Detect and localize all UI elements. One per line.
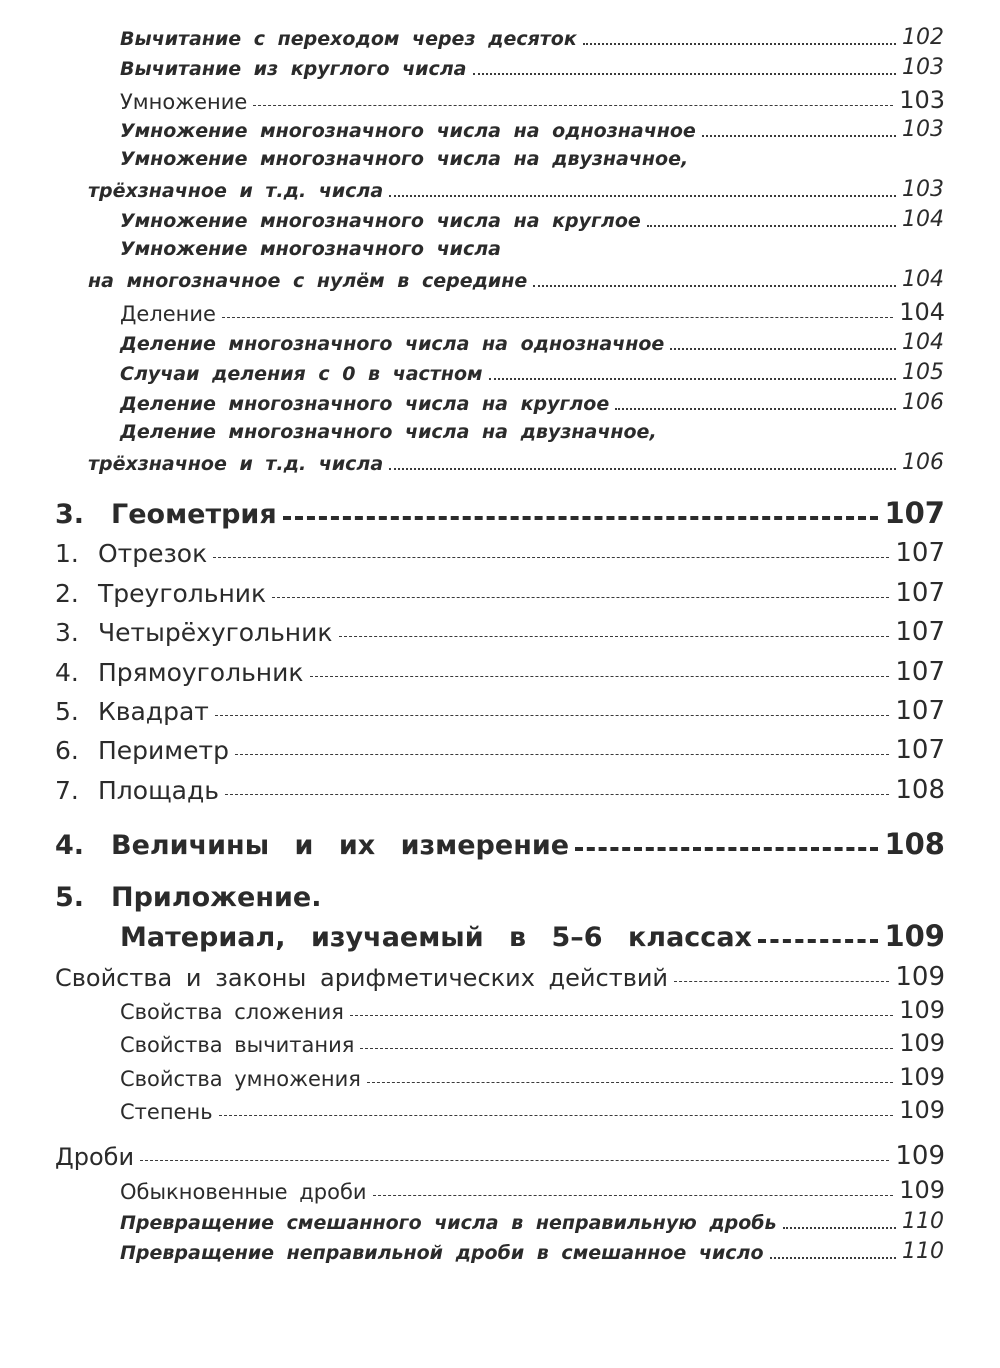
toc-entry-power[interactable] <box>0 1096 1000 1124</box>
item-number: 4. <box>55 658 79 687</box>
dot-leader <box>235 754 889 755</box>
page-number: 109 <box>899 1029 945 1057</box>
item-number: 2. <box>55 579 79 608</box>
entry-title: Свойства умножения <box>120 1067 361 1091</box>
item-number: 6. <box>55 736 79 765</box>
page-number: 104 <box>902 267 944 292</box>
entry-title: Деление многозначного числа на однозначное <box>120 333 665 355</box>
entry-title: Прямоугольник <box>98 658 304 687</box>
item-number: 7. <box>55 776 79 805</box>
toc-entry-geometry-6[interactable] <box>0 733 1000 765</box>
page-number: 104 <box>902 207 944 232</box>
page-number: 103 <box>899 86 945 114</box>
page-number: 109 <box>884 919 945 953</box>
page-number: 107 <box>895 657 945 687</box>
entry-title-line1: Умножение многозначного числа <box>120 238 501 260</box>
dot-leader <box>389 195 896 197</box>
page-number: 107 <box>895 538 945 568</box>
toc-entry-props-mult[interactable] <box>0 1063 1000 1091</box>
toc-entry-fractions[interactable] <box>0 1139 1000 1171</box>
dot-leader <box>350 1015 893 1016</box>
page-number: 104 <box>899 298 945 326</box>
dot-leader <box>310 676 890 677</box>
page-number: 107 <box>895 696 945 726</box>
dot-leader <box>615 408 896 410</box>
page-number: 110 <box>902 1209 944 1234</box>
entry-title: Вычитание из круглого числа <box>120 58 467 80</box>
entry-title: Свойства сложения <box>120 1000 344 1024</box>
dot-leader <box>360 1048 893 1049</box>
dot-leader <box>367 1082 893 1083</box>
toc-entry-geometry-4[interactable] <box>0 655 1000 687</box>
dot-leader <box>783 1227 896 1229</box>
page-number: 108 <box>895 775 945 805</box>
dot-leader <box>373 1195 894 1196</box>
page-number: 103 <box>902 55 944 80</box>
toc-entry-subtraction-round[interactable] <box>0 56 1000 80</box>
toc-entry-geometry-1[interactable] <box>0 536 1000 568</box>
dot-leader <box>272 597 889 598</box>
toc-entry-props-add[interactable] <box>0 996 1000 1024</box>
entry-title: Четырёхугольник <box>98 618 333 647</box>
dot-leader <box>283 516 879 520</box>
toc-entry-mult-zero-middle[interactable] <box>0 268 1000 292</box>
item-number: 5. <box>55 697 79 726</box>
page-number: 110 <box>902 1239 944 1264</box>
toc-entry-mult-by-round[interactable] <box>0 208 1000 232</box>
dot-leader <box>215 715 890 716</box>
entry-title-line2: на многозначное с нулём в середине <box>88 270 528 292</box>
toc-entry-multiplication[interactable] <box>0 86 1000 114</box>
page-number: 103 <box>902 177 944 202</box>
entry-title: Площадь <box>98 776 219 805</box>
entry-title: Периметр <box>98 736 229 765</box>
toc-entry-mult-by-two-digit[interactable] <box>0 178 1000 202</box>
toc-entry-geometry-5[interactable] <box>0 694 1000 726</box>
page-number: 105 <box>902 360 944 385</box>
dot-leader <box>213 557 889 558</box>
entry-title: Свойства вычитания <box>120 1033 355 1057</box>
page-number: 109 <box>895 1141 945 1171</box>
page-number: 107 <box>895 735 945 765</box>
page-number: 107 <box>884 496 945 530</box>
section-title: Геометрия <box>111 499 277 530</box>
toc-entry-mixed-to-improper[interactable] <box>0 1210 1000 1234</box>
toc-entry-props-sub[interactable] <box>0 1029 1000 1057</box>
toc-entry-geometry-7[interactable] <box>0 773 1000 805</box>
section-title-line2: Материал, изучаемый в 5–6 классах <box>120 922 752 953</box>
entry-title: Превращение смешанного числа в неправильную дробь <box>120 1212 777 1234</box>
entry-title: Квадрат <box>98 697 209 726</box>
page-number: 108 <box>884 827 945 861</box>
dot-leader <box>702 135 896 137</box>
page-number: 104 <box>902 330 944 355</box>
dot-leader <box>339 636 890 637</box>
page-number: 106 <box>902 390 944 415</box>
dot-leader <box>253 105 893 106</box>
dot-leader <box>222 317 893 318</box>
toc-entry-div-by-round[interactable] <box>0 391 1000 415</box>
dot-leader <box>758 939 879 943</box>
entry-title-line2: трёхзначное и т.д. числа <box>88 180 384 202</box>
dot-leader <box>583 43 896 45</box>
dot-leader <box>674 981 889 982</box>
entry-title: Умножение многозначного числа на однозначное <box>120 120 696 142</box>
dot-leader <box>140 1160 889 1161</box>
dot-leader <box>575 847 878 851</box>
item-number: 3. <box>55 618 79 647</box>
page-number: 109 <box>899 1176 945 1204</box>
toc-entry-div-by-two-digit[interactable] <box>0 451 1000 475</box>
page-number: 109 <box>899 996 945 1024</box>
page-number: 109 <box>899 1096 945 1124</box>
entry-title-line1: Умножение многозначного числа на двузначное, <box>120 148 689 170</box>
entry-title: Отрезок <box>98 539 208 568</box>
section-title: Величины и их измерение <box>111 830 570 861</box>
section-header-appendix <box>55 882 322 913</box>
entry-title-line2: трёхзначное и т.д. числа <box>88 453 384 475</box>
page-number: 109 <box>895 962 945 992</box>
toc-entry-common-fractions[interactable] <box>0 1176 1000 1204</box>
page-number: 109 <box>899 1063 945 1091</box>
entry-title: Свойства и законы арифметических действий <box>55 964 669 992</box>
dot-leader <box>670 348 896 350</box>
dot-leader <box>389 468 896 470</box>
entry-title: Дроби <box>55 1143 135 1171</box>
section-number: 3. <box>55 499 85 530</box>
section-number: 5. <box>55 882 85 913</box>
section-number: 4. <box>55 830 85 861</box>
entry-title: Обыкновенные дроби <box>120 1180 367 1204</box>
dot-leader <box>489 378 896 380</box>
toc-entry-div-by-single[interactable] <box>0 331 1000 355</box>
toc-entry-geometry-3[interactable] <box>0 615 1000 647</box>
toc-entry-arith-laws[interactable] <box>0 960 1000 992</box>
dot-leader <box>219 1115 894 1116</box>
item-number: 1. <box>55 539 79 568</box>
page-number: 107 <box>895 578 945 608</box>
dot-leader <box>225 794 889 795</box>
dot-leader <box>533 285 896 287</box>
toc-entry-geometry-2[interactable] <box>0 576 1000 608</box>
page-number: 106 <box>902 450 944 475</box>
entry-title: Деление <box>120 302 216 326</box>
page-number: 102 <box>902 25 944 50</box>
dot-leader <box>647 225 896 227</box>
entry-title: Вычитание с переходом через десяток <box>120 28 577 50</box>
toc-entry-div-zero-quotient[interactable] <box>0 361 1000 385</box>
toc-section-quantities[interactable] <box>0 827 1000 861</box>
section-title-line1: Приложение. <box>111 882 322 913</box>
entry-title: Случаи деления с 0 в частном <box>120 363 483 385</box>
dot-leader <box>770 1257 896 1259</box>
entry-title-line1: Деление многозначного числа на двузначное, <box>120 421 657 443</box>
dot-leader <box>473 73 897 75</box>
entry-title: Деление многозначного числа на круглое <box>120 393 610 415</box>
entry-title: Умножение <box>120 90 248 114</box>
page-number: 107 <box>895 617 945 647</box>
toc-entry-subtraction-carry[interactable] <box>0 26 1000 50</box>
entry-title: Степень <box>120 1100 213 1124</box>
toc-entry-mult-by-single[interactable] <box>0 118 1000 142</box>
toc-section-appendix[interactable] <box>0 919 1000 953</box>
page-number: 103 <box>902 117 944 142</box>
entry-title: Превращение неправильной дроби в смешанное число <box>120 1242 764 1264</box>
toc-section-geometry[interactable] <box>0 496 1000 530</box>
toc-entry-division[interactable] <box>0 298 1000 326</box>
toc-entry-improper-to-mixed[interactable] <box>0 1240 1000 1264</box>
entry-title: Треугольник <box>98 579 267 608</box>
entry-title: Умножение многозначного числа на круглое <box>120 210 641 232</box>
